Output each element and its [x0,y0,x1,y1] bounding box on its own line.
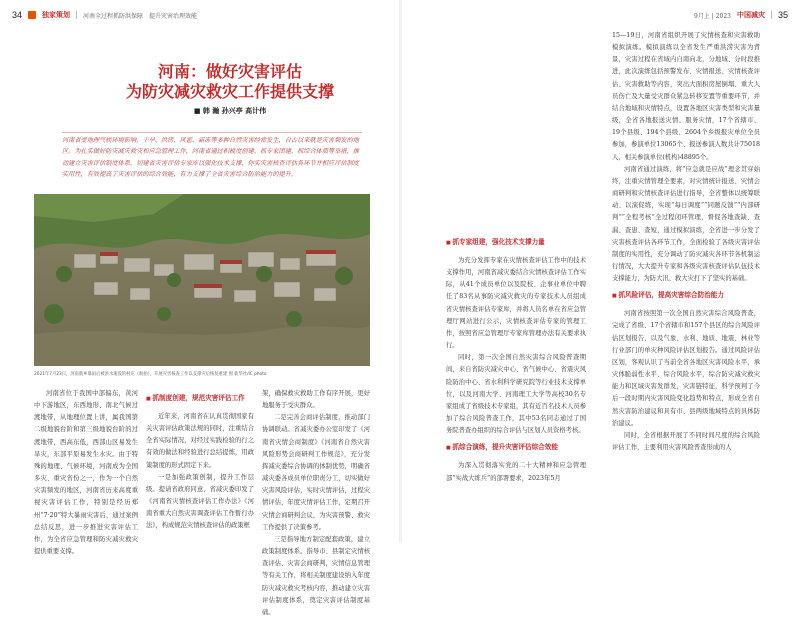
flood-photo-illustration [34,194,370,366]
paragraph: 15—19日，河南省组织开展了灾情核查和灾害救助模拟演练。模拟演练以全省发生严重洪涝灾害为背景，灾害过程在省域内自南向北，分地域、分时段推进，此次演练包括预警发布、灾情报送、灾情核查评估、灾害救助等内容，突出大面积房屋倒塌、重大人员伤亡及大量受灾群众紧急转移安置等重要环节，并结合地域和灾情特点，设置各地区灾害类型和灾害量级，全省各地报送灾情、服务灾情，17个省辖市、19个县级、194个县级、2604个乡级报灾单位全员参加，参演单位13065个、报送参演人数共计75018人，相关参演单位(机构)48895个。 [612,32,760,161]
column-4 [446,30,586,485]
column-1 [34,388,138,558]
section-label: 独家策划 [42,12,71,19]
issue-date: 9月上 | 2023 [694,12,731,20]
paragraph: 三是指导地方制定配套政策，建立政策制度体系。指导市、县制定灾情核查评估、灾害会商研判，灾情信息管理等有关工作，将相关制度建设纳入年度防灾减灾救灾考核内容，推动建立灾害评估制度体系，奠定灾害评估制度基础。 [262,535,370,616]
paragraph: 同时，全省根据开展了不同时间尺度的综合风险评估工作，主要利用灾害风险普查形成的人 [612,431,760,451]
header-right [694,10,788,20]
section-heading-drill: ■ 抓综合演练，提升灾害评估综合效能 [446,441,586,454]
column-2 [146,388,254,533]
page-number-right: 35 [777,10,788,20]
section-heading-experts: ■ 抓专家组建，强化技术支撑力量 [446,236,586,249]
paragraph: 河南省按照第一次全国自然灾害综合风险普查，完成了省级、17个省辖市和157个县区的综合风险评估区划报告，以及气象、水利、地质、地震、林业等行业部门的单灾种风险评估区划报告。通过风险评估区划，客观认识了当前全省各地区灾害风险水平，承灾体脆弱性水平、综合风险水平，综合防灾减灾救灾能力和区域灾害发群发，灾害链特征，科学预判了今后一段时期内灾害风险变化趋势和特点，形成全省自然灾害防治建议和具有市、县两级地域特点的具体防治建议。 [612,310,760,427]
page-number-left: 34 [12,10,23,20]
article-title-line2: 为防灾减灾救灾工作提供支撑 [125,82,334,101]
article-authors: ■ 韩 瀚 孙兴亭 高计伟 [193,107,267,115]
magazine-name: 中国减灾 [736,12,765,19]
column-5 [612,30,760,454]
divider [76,11,77,19]
paragraph: 为充分发挥专家在灾情核查评估工作中的技术支撑作用，河南省减灾委结合灾情核查评估工作实际，从41个成员单位以及院校、企事业单位中聘任了83名从事防灾减灾救灾的专家技术人员组成省灾情核查评估专家库，并将人员名单在省应急管理厅网站进行公示，灾情核查评估专家的管理工作，按照省应急管理厅专家库管理办法有关要求执行。 [446,257,586,350]
paragraph: 同时，第一次全国自然灾害综合风险普查期间，来自省防灾减灾中心、省气候中心、省震灾风险防治中心、省水利科学研究院等行业技术支撑单位，以及河南大学、河南理工大学等高校30名专家组成了省级技术专家组，其有近百名技术人员参加了综合风险普查工作，其中53名同志通过了国务院普查办组织的综合评估与区划人员资格考核。 [446,354,586,435]
header-left [12,10,197,20]
section-logo-icon [28,11,36,19]
paragraph: 近年来，河南省在认真贯彻国家有关灾害评估政策法规的同时，注重结合全省实际情况，对经过实践检验的行之有效的做法和经验进行总结提炼，用政策制度的形式固定下来。 [146,413,254,469]
section-heading-risk: ■ 抓风险评估，提高灾害综合防治能力 [612,289,760,302]
paragraph: 河南省通过演练，将“应急就是应战”理念贯穿始终，注重灾情管理全要素，对灾情统计报送、灾情会商研判和灾情核查评估进行指导，全省整体以统筹联动、以演促练，实现“每日调度”“同题反馈”“内部研判”“全程考核”全过程闭环管理，督促各地查缺、查漏、查患、查短，通过模拟演练，全省进一步分发了灾害核查评估各环节工作，全面检验了各级灾害评估制度的实用性，充分调动了防灾减灾各环节各机制运行情况，大大提升专家和各级灾害核查评估队伍技术支撑能力，为防大汛、救大灾打下了坚实的基础。 [612,165,760,283]
paragraph: 河南省位于我国中部偏东，黄河中下游地区，东西地形、南北气候过渡地带，从地理位置上讲，属我国第二级地貌台阶和第三级地貌台阶的过渡地带，西高东低，西部山区易发生旱灾，东部平原易发生水灾。由于特殊的地理、气候环境，河南成为全国多灾、重灾省份之一，作为一个自然灾害频发的地区，河南省历来高度重视灾害评估工作，特别是经历郑州“7·20”特大暴雨灾害后，通过案例总结反思，进一步推进灾害评估工作，为全省应急管理和防灾减灾救灾提供重要支撑。 [34,390,138,556]
paragraph: 二是完善会商评估制度，推动部门协调联动。省减灾委办公室印发了《河南省灾情会商制度》《河南省自然灾害风险形势会商研判工作规范》，充分发挥减灾委综合协调的体制优势，明确省减灾委各成员单位职责分工，切实做好灾害风险评估，实时灾情评估，过程灾情评估，年度灾情评估工作，定期召开灾情会商研判会议，为灾害预警、救灾工作提供了决策参考。 [262,414,370,531]
article-abstract: 河南省受地理气候环境影响，干旱、洪涝、风雹、霜冻等多种自然灾害经常发生，自古以来就是灾害频发的地区。为扎实做好防灾减灾救灾和应急管理工作，河南省通过积极度创建、抓专家团建、抓综合体质等举措，推动建立灾害评估制度体系，切建省灾害评估专家库以强化技术支撑，你实灾害核查评估各环节并相应评估制度实用性，有效提高了灾害评估的综合效能，有力支撑了全省灾害综合防治能力的提升。 [62,132,362,180]
divider [771,11,772,19]
paragraph: 一是加强政策创制，提升工作层级。提请省政府同意，省减灾委印发了《河南省灾情核查评估工作办法》《河南省重大自然灾害调查评估工作暂行办法》，构成规范灾情核查评估的政策框 [146,473,254,530]
photo-caption: 2021年7月23日，河南新乡暴雨后被洪水淹没的村庄（航拍），开展灾害核查工作以支撑灾后恢复重建 图 新华社/IC photo [34,372,267,377]
flood-aerial-photo [34,194,370,366]
column-3 [262,388,370,619]
paragraph: 为深入贯彻落实党的二十大精神和应急管理部“实战大练兵”的部署要求，2023年5月 [446,462,586,482]
paragraph: 架，确保救灾救助工作有序开展，更好地服务于受灾群众。 [262,390,370,410]
article-title-line1: 河南：做好灾害评估 [157,62,302,81]
section-heading-system: ■ 抓制度创建，规范灾害评估工作 [146,392,254,405]
header-topic: 河南全过程抓防洪保障 [83,12,144,20]
header-subtitle: 提升灾害治理效能 [149,12,198,20]
